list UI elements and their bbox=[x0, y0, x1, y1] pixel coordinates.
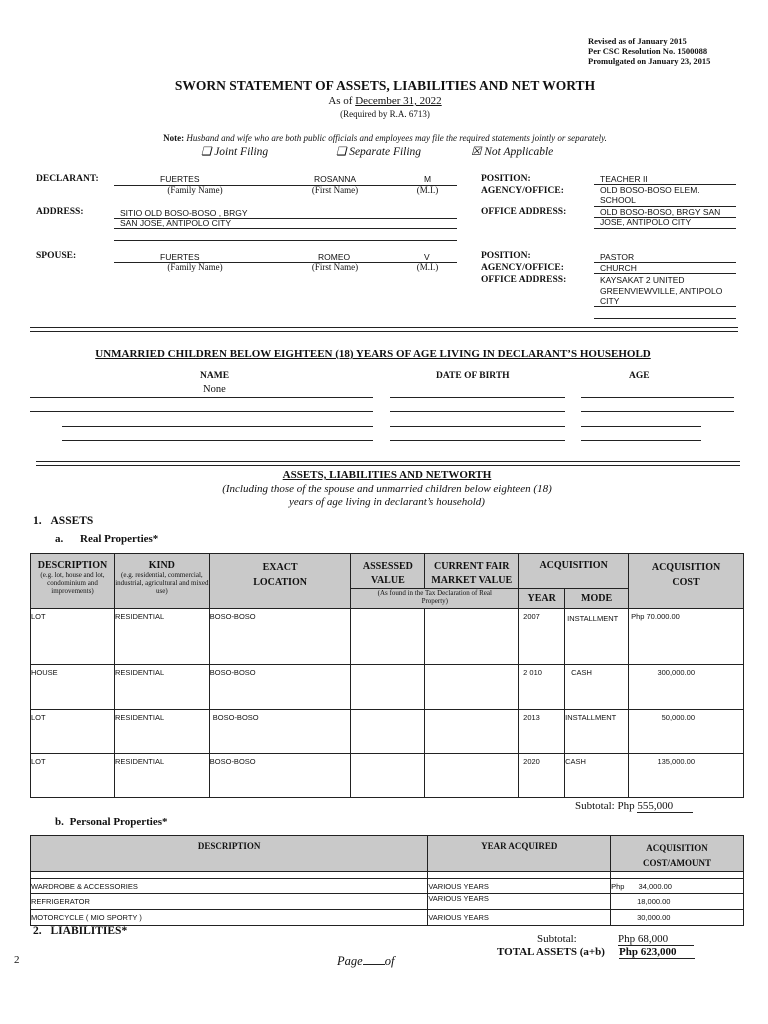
row-cost: 300,000.00 bbox=[629, 665, 744, 710]
real-subtotal-value: 555,000 bbox=[637, 800, 693, 813]
personal-properties-number: b. bbox=[55, 816, 64, 828]
personal-properties-label: Personal Properties* bbox=[69, 816, 168, 828]
total-assets-label: TOTAL ASSETS (a+b) bbox=[497, 946, 605, 958]
row-fair bbox=[425, 754, 519, 798]
page-number-blank bbox=[363, 964, 385, 965]
child-rule-2b bbox=[390, 411, 565, 412]
declarant-family-caption: (Family Name) bbox=[167, 185, 223, 195]
children-col-name: NAME bbox=[200, 371, 230, 381]
personal-row-cost bbox=[611, 910, 744, 926]
row-kind: RESIDENTIAL bbox=[114, 665, 209, 710]
assets-number: 1. bbox=[33, 515, 42, 527]
not-applicable-checkbox-icon[interactable]: ☒ bbox=[471, 146, 482, 158]
declarant-office-address-label: OFFICE ADDRESS: bbox=[481, 207, 567, 217]
declarant-mi-caption: (M.I.) bbox=[416, 185, 439, 195]
children-heading: UNMARRIED CHILDREN BELOW EIGHTEEN (18) YEARS OF AGE LIVING IN DECLARANT’S HOUSEHOLD bbox=[95, 348, 651, 360]
as-of-date: December 31, 2022 bbox=[355, 95, 442, 107]
row-mode: INSTALLMENT bbox=[565, 609, 629, 665]
separator-2a bbox=[36, 461, 740, 462]
header-kind bbox=[114, 554, 209, 609]
header-assessed-line-2: VALUE bbox=[371, 575, 405, 586]
child-rule-2c bbox=[581, 411, 734, 412]
row-kind: RESIDENTIAL bbox=[114, 710, 209, 754]
personal-row-cost bbox=[611, 894, 744, 910]
joint-filing-option[interactable] bbox=[201, 144, 268, 158]
declarant-first-name: ROSANNA bbox=[314, 174, 357, 184]
header-year: YEAR bbox=[519, 589, 565, 609]
child-name-1: None bbox=[203, 384, 226, 395]
personal-row-cost-value: 30,000.00 bbox=[637, 913, 671, 922]
declarant-position-label: POSITION: bbox=[481, 174, 531, 184]
assets-heading bbox=[33, 515, 93, 527]
row-year: 2 010 bbox=[519, 665, 565, 710]
address-line-rule-2 bbox=[114, 228, 457, 229]
spouse-family-caption: (Family Name) bbox=[167, 262, 223, 272]
personal-row-cost-prefix: Php bbox=[611, 881, 625, 891]
header-description bbox=[31, 554, 115, 609]
assets-section-sub-1: (Including those of the spouse and unmarried children below eighteen (18) bbox=[222, 483, 552, 495]
declarant-family-name: FUERTES bbox=[160, 174, 200, 184]
revision-line-3: Promulgated on January 23, 2015 bbox=[588, 56, 711, 66]
header-kind-label: KIND bbox=[148, 560, 175, 571]
separator-2b bbox=[36, 465, 740, 466]
row-desc: HOUSE bbox=[31, 665, 115, 710]
note-label: Note: bbox=[163, 133, 185, 143]
child-rule-2a bbox=[30, 411, 373, 412]
liabilities-heading bbox=[33, 925, 127, 937]
header-fair-line-2: MARKET VALUE bbox=[431, 575, 513, 586]
personal-row-year: VARIOUS YEARS bbox=[428, 894, 611, 910]
children-col-dob: DATE OF BIRTH bbox=[436, 371, 510, 381]
of-label: of bbox=[384, 954, 395, 968]
list-item bbox=[31, 910, 744, 926]
header-acquisition: ACQUISITION bbox=[519, 554, 629, 589]
real-subtotal bbox=[575, 800, 693, 813]
personal-row-year: VARIOUS YEARS bbox=[428, 910, 611, 926]
spouse-position: PASTOR bbox=[600, 252, 635, 262]
liabilities-number: 2. bbox=[33, 925, 42, 937]
separate-filing-option[interactable] bbox=[336, 144, 421, 158]
liabilities-label: LIABILITIES* bbox=[50, 925, 128, 937]
personal-row-desc: WARDROBE & ACCESSORIES bbox=[31, 879, 428, 894]
real-subtotal-label: Subtotal: Php bbox=[575, 800, 635, 812]
address-line-2: SAN JOSE, ANTIPOLO CITY bbox=[120, 218, 231, 228]
row-assessed bbox=[351, 665, 425, 710]
declarant-position: TEACHER II bbox=[600, 174, 648, 184]
row-assessed bbox=[351, 710, 425, 754]
personal-row-desc: REFRIGERATOR bbox=[31, 894, 428, 910]
joint-filing-checkbox-icon[interactable]: ❏ bbox=[201, 146, 212, 158]
row-location: BOSO-BOSO bbox=[209, 754, 351, 798]
header-location bbox=[209, 554, 351, 609]
header-assessed-line-1: ASSESSED bbox=[362, 561, 413, 572]
header-description-sub: (e.g. lot, house and lot, condominium and improvements) bbox=[40, 571, 105, 595]
real-properties-number: a. bbox=[55, 533, 64, 545]
row-fair bbox=[425, 665, 519, 710]
spouse-agency: CHURCH bbox=[600, 263, 637, 273]
table-row bbox=[31, 609, 744, 665]
separator-1a bbox=[30, 327, 738, 328]
personal-properties-table bbox=[30, 835, 744, 926]
personal-header-cost-line-1: ACQUISITION bbox=[646, 843, 708, 853]
header-cost-line-2: COST bbox=[672, 577, 700, 588]
row-cost: 135,000.00 bbox=[629, 754, 744, 798]
personal-header-description: DESCRIPTION bbox=[31, 836, 428, 872]
spouse-office-rule-2 bbox=[594, 318, 736, 319]
spouse-position-label: POSITION: bbox=[481, 251, 531, 261]
spouse-office-address-line-3: CITY bbox=[600, 296, 620, 306]
child-rule-3c bbox=[581, 426, 701, 427]
row-year: 2007 bbox=[519, 609, 565, 665]
note-text: Husband and wife who are both public officials and employees may file the required statements jointly or separately. bbox=[186, 133, 607, 143]
separator-1b bbox=[30, 331, 738, 332]
real-properties-heading bbox=[55, 533, 158, 545]
row-desc: LOT bbox=[31, 754, 115, 798]
header-fair-value bbox=[425, 554, 519, 589]
personal-row-cost bbox=[611, 879, 744, 894]
footer-left-number: 2 bbox=[14, 954, 20, 966]
header-location-line-2: LOCATION bbox=[253, 577, 307, 588]
declarant-agency-label: AGENCY/OFFICE: bbox=[481, 186, 564, 196]
personal-properties-heading bbox=[55, 816, 167, 828]
page-indicator bbox=[337, 954, 394, 969]
spouse-office-address-label: OFFICE ADDRESS: bbox=[481, 275, 567, 285]
assets-section-sub-2: years of age living in declarant’s household) bbox=[289, 496, 485, 508]
child-rule-1a bbox=[30, 397, 373, 398]
office-rule-2 bbox=[594, 228, 736, 229]
address-line-1: SITIO OLD BOSO-BOSO , BRGY bbox=[120, 208, 248, 218]
row-year: 2013 bbox=[519, 710, 565, 754]
spouse-office-address-line-1: KAYSAKAT 2 UNITED bbox=[600, 275, 685, 285]
revision-line-1: Revised as of January 2015 bbox=[588, 36, 687, 46]
row-mode: CASH bbox=[565, 665, 629, 710]
personal-spacer-desc bbox=[31, 872, 428, 879]
children-col-age: AGE bbox=[629, 371, 650, 381]
spouse-first-name: ROMEO bbox=[318, 252, 351, 262]
revision-line-2: Per CSC Resolution No. 1500088 bbox=[588, 46, 708, 56]
personal-spacer-year bbox=[428, 872, 611, 879]
header-assessed bbox=[351, 554, 425, 589]
not-applicable-option[interactable] bbox=[471, 144, 553, 158]
revision-block bbox=[588, 36, 710, 66]
as-of-line bbox=[0, 95, 768, 107]
row-assessed bbox=[351, 609, 425, 665]
row-location: BOSO-BOSO bbox=[209, 665, 351, 710]
header-fair-line-1: CURRENT FAIR bbox=[434, 561, 510, 572]
header-mode: MODE bbox=[565, 589, 629, 609]
declarant-agency-line-1: OLD BOSO-BOSO ELEM. bbox=[600, 185, 700, 195]
row-mode: CASH bbox=[565, 754, 629, 798]
row-desc: LOT bbox=[31, 609, 115, 665]
row-kind: RESIDENTIAL bbox=[114, 754, 209, 798]
separate-filing-label: Separate Filing bbox=[349, 146, 422, 158]
assets-section-heading: ASSETS, LIABILITIES AND NETWORTH bbox=[282, 469, 492, 481]
personal-row-desc: MOTORCYCLE ( MIO SPORTY ) bbox=[31, 910, 428, 926]
header-cost-line-1: ACQUISITION bbox=[651, 562, 721, 573]
real-properties-label: Real Properties* bbox=[80, 533, 159, 545]
row-kind: RESIDENTIAL bbox=[114, 609, 209, 665]
declarant-label: DECLARANT: bbox=[36, 174, 99, 184]
address-line-rule-3 bbox=[114, 240, 457, 241]
list-item bbox=[31, 879, 744, 894]
table-row bbox=[31, 754, 744, 798]
header-description-label: DESCRIPTION bbox=[37, 560, 108, 571]
spouse-first-caption: (First Name) bbox=[311, 262, 359, 272]
header-location-line-1: EXACT bbox=[262, 562, 298, 573]
header-tax-note: (As found in the Tax Declaration of Real Property) bbox=[377, 589, 492, 605]
spouse-label: SPOUSE: bbox=[36, 251, 77, 261]
personal-row-cost-value: 34,000.00 bbox=[638, 881, 672, 891]
personal-header-cost-line-2: COST/AMOUNT bbox=[643, 858, 712, 868]
table-row bbox=[31, 710, 744, 754]
page-label: Page bbox=[337, 954, 363, 968]
declarant-office-address-line-2: JOSE, ANTIPOLO CITY bbox=[600, 217, 692, 227]
declarant-mi: M bbox=[424, 174, 432, 184]
row-location: BOSO-BOSO bbox=[209, 710, 351, 754]
child-rule-4c bbox=[581, 440, 701, 441]
table-row bbox=[31, 665, 744, 710]
spouse-agency-label: AGENCY/OFFICE: bbox=[481, 263, 564, 273]
address-label: ADDRESS: bbox=[36, 207, 84, 217]
child-rule-3a bbox=[62, 426, 373, 427]
not-applicable-label: Not Applicable bbox=[484, 146, 554, 158]
child-rule-1c bbox=[581, 397, 734, 398]
row-mode: INSTALLMENT bbox=[565, 710, 629, 754]
personal-subtotal-value: Php 68,000 bbox=[618, 933, 694, 946]
child-rule-1b bbox=[390, 397, 565, 398]
personal-header-year: YEAR ACQUIRED bbox=[428, 836, 611, 872]
row-fair bbox=[425, 710, 519, 754]
as-of-label: As of bbox=[328, 95, 353, 107]
assets-label: ASSETS bbox=[50, 515, 94, 527]
spouse-agency-rule bbox=[594, 273, 736, 274]
header-tax-note-cell bbox=[351, 589, 519, 609]
row-assessed bbox=[351, 754, 425, 798]
header-cost bbox=[629, 554, 744, 609]
declarant-office-address-line-1: OLD BOSO-BOSO, BRGY SAN bbox=[600, 207, 721, 217]
note bbox=[0, 133, 768, 143]
joint-filing-label: Joint Filing bbox=[214, 146, 269, 158]
total-assets-value: Php 623,000 bbox=[619, 946, 695, 959]
required-by: (Required by R.A. 6713) bbox=[340, 109, 430, 119]
real-properties-table bbox=[30, 553, 744, 798]
declarant-first-caption: (First Name) bbox=[311, 185, 359, 195]
personal-row-year: VARIOUS YEARS bbox=[428, 879, 611, 894]
separate-filing-checkbox-icon[interactable]: ❏ bbox=[336, 146, 347, 158]
personal-header-cost bbox=[611, 836, 744, 872]
list-item bbox=[31, 894, 744, 910]
child-rule-4b bbox=[390, 440, 565, 441]
personal-subtotal-label: Subtotal: bbox=[537, 933, 577, 945]
document-title: SWORN STATEMENT OF ASSETS, LIABILITIES AND NET WORTH bbox=[174, 78, 596, 93]
spouse-office-address-line-2: GREENVIEWVILLE, ANTIPOLO bbox=[600, 286, 723, 296]
row-cost: 50,000.00 bbox=[629, 710, 744, 754]
header-kind-sub: (e.g. residential, commercial, industrial, agricultural and mixed use) bbox=[115, 571, 209, 595]
spouse-mi-caption: (M.I.) bbox=[416, 262, 439, 272]
spouse-mi: V bbox=[424, 252, 430, 262]
personal-spacer-cost bbox=[611, 872, 744, 879]
row-fair bbox=[425, 609, 519, 665]
row-location: BOSO-BOSO bbox=[209, 609, 351, 665]
spouse-office-rule-1 bbox=[594, 306, 736, 307]
child-rule-4a bbox=[62, 440, 373, 441]
row-desc: LOT bbox=[31, 710, 115, 754]
declarant-agency-line-2: SCHOOL bbox=[600, 195, 636, 205]
row-cost: Php 70.000.00 bbox=[629, 609, 744, 665]
row-year: 2020 bbox=[519, 754, 565, 798]
child-rule-3b bbox=[390, 426, 565, 427]
personal-row-cost-value: 18,000.00 bbox=[637, 897, 671, 906]
spouse-family-name: FUERTES bbox=[160, 252, 200, 262]
